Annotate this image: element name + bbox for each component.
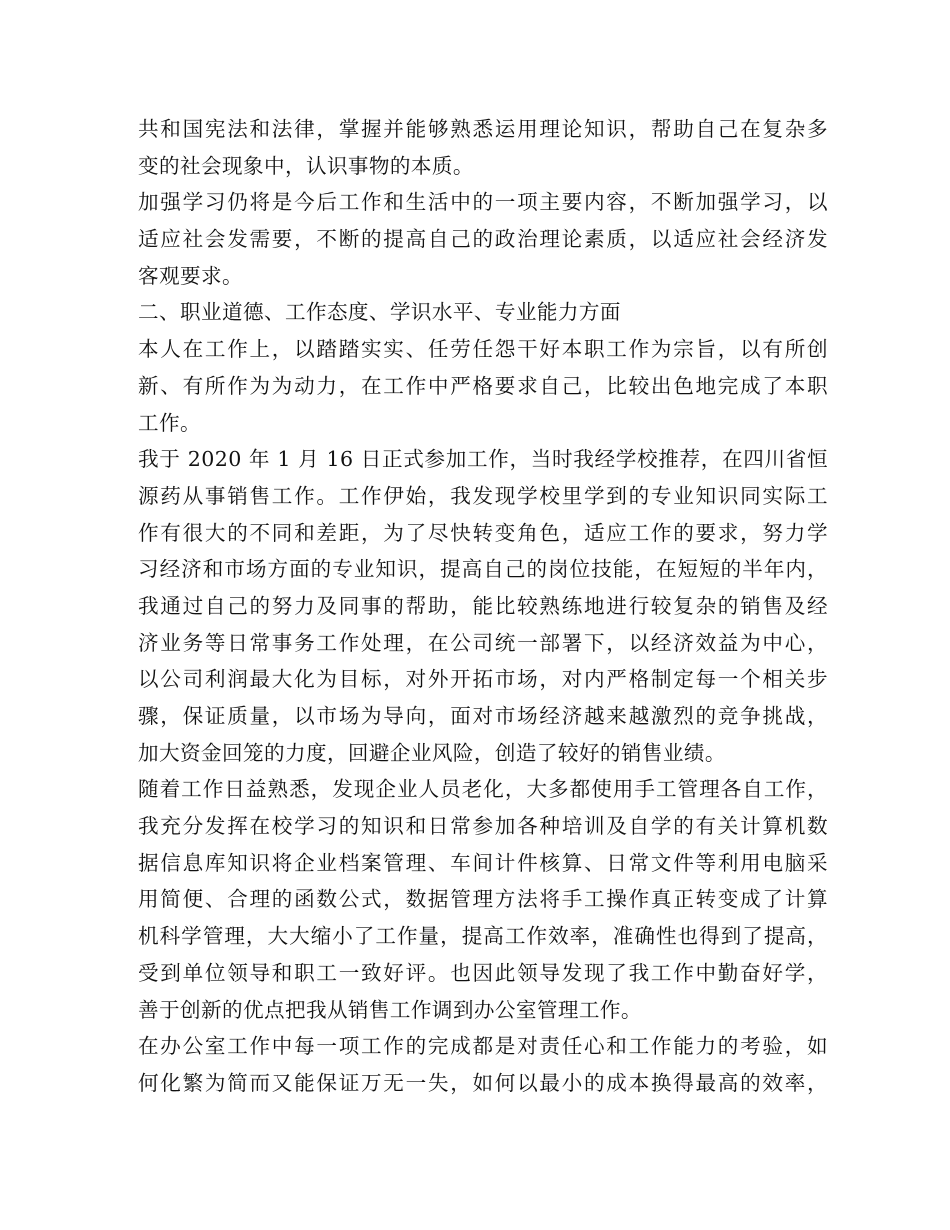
text-line: 客观要求。 (138, 263, 243, 288)
text-line: 加强学习仍将是今后工作和生活中的一项主要内容，不断加强学习，以 (138, 190, 828, 215)
text-line: 据信息库知识将企业档案管理、车间计件核算、日常文件等利用电脑采 (138, 850, 828, 875)
document-body (138, 111, 828, 1102)
text-line: 源药从事销售工作。工作伊始，我发现学校里学到的专业知识同实际工 (138, 483, 828, 508)
text-line: 新、有所作为为动力，在工作中严格要求自己，比较出色地完成了本职 (138, 373, 828, 398)
text-line: 变的社会现象中，认识事物的本质。 (138, 153, 474, 178)
text-line: 我于 2020 年 1 月 16 日正式参加工作，当时我经学校推荐，在四川省恒 (138, 447, 828, 472)
text-line: 习经济和市场方面的专业知识，提高自己的岗位技能，在短短的半年内， (138, 557, 828, 582)
text-line: 二、职业道德、工作态度、学识水平、专业能力方面 (138, 300, 621, 325)
text-line: 我通过自己的努力及同事的帮助，能比较熟练地进行较复杂的销售及经 (138, 593, 828, 618)
text-line: 骤，保证质量，以市场为导向，面对市场经济越来越激烈的竞争挑战， (138, 704, 828, 728)
text-line: 在办公室工作中每一项工作的完成都是对责任心和工作能力的考验，如 (138, 1034, 828, 1059)
text-line: 机科学管理，大大缩小了工作量，提高工作效率，准确性也得到了提高， (138, 924, 828, 949)
text-line: 以公司利润最大化为目标，对外开拓市场，对内严格制定每一个相关步 (138, 667, 828, 692)
text-line: 何化繁为简而又能保证万无一失，如何以最小的成本换得最高的效率， (138, 1070, 828, 1095)
text-line: 受到单位领导和职工一致好评。也因此领导发现了我工作中勤奋好学， (138, 960, 828, 985)
text-line: 济业务等日常事务工作处理，在公司统一部署下，以经济效益为中心， (138, 630, 828, 655)
text-line: 加大资金回笼的力度，回避企业风险，创造了较好的销售业绩。 (138, 740, 726, 765)
text-line: 善于创新的优点把我从销售工作调到办公室管理工作。 (138, 997, 642, 1022)
text-line: 共和国宪法和法律，掌握并能够熟悉运用理论知识，帮助自己在复杂多 (138, 117, 828, 141)
text-line: 用简便、合理的函数公式，数据管理方法将手工操作真正转变成了计算 (138, 887, 828, 912)
text-line: 本人在工作上，以踏踏实实、任劳任怨干好本职工作为宗旨，以有所创 (138, 337, 828, 362)
text-line: 随着工作日益熟悉，发现企业人员老化，大多都使用手工管理各自工作， (138, 777, 828, 802)
text-line: 作有很大的不同和差距，为了尽快转变角色，适应工作的要求，努力学 (138, 520, 828, 545)
text-line: 我充分发挥在校学习的知识和日常参加各种培训及自学的有关计算机数 (138, 814, 828, 839)
text-line: 工作。 (138, 410, 201, 435)
text-line: 适应社会发需要，不断的提高自己的政治理论素质，以适应社会经济发 (138, 227, 828, 252)
